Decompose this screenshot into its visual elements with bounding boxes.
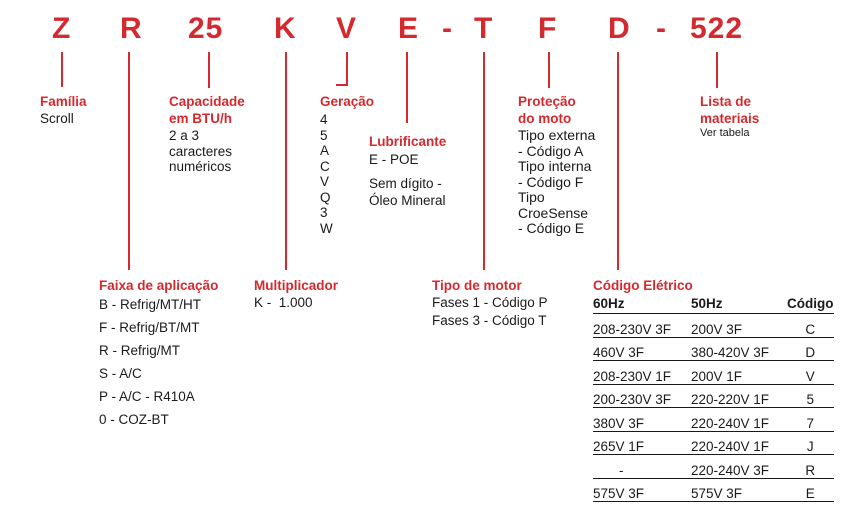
geracao-value: 3	[320, 205, 328, 220]
faixa-item: F - Refrig/BT/MT	[99, 320, 200, 335]
table-row	[593, 384, 834, 408]
geracao-values	[320, 112, 333, 236]
faixa-item: 0 - COZ-BT	[99, 412, 169, 427]
capacidade-title-line2: em BTU/h	[169, 111, 233, 126]
cell-50hz: 220-240V 3F	[689, 455, 787, 479]
materiais-title-line1: Lista de	[700, 94, 752, 109]
cell-codigo: 7	[787, 408, 834, 432]
codigo-eletrico-table	[593, 293, 834, 502]
code-letter-k: K	[274, 12, 297, 45]
lubrificante-title: Lubrificante	[369, 134, 447, 149]
geracao-value: V	[320, 174, 330, 189]
connector-protecao	[548, 52, 550, 88]
cell-codigo: D	[787, 337, 834, 361]
cell-60hz: 200-230V 3F	[593, 384, 689, 408]
connector-materiais	[716, 52, 718, 88]
code-letter-f: F	[538, 12, 558, 45]
protecao-title	[518, 93, 576, 127]
code-dash-1: -	[442, 12, 453, 45]
header-50hz: 50Hz	[689, 293, 787, 314]
protecao-line: Tipo interna	[518, 158, 592, 174]
faixa-item: B - Refrig/MT/HT	[99, 297, 202, 312]
code-materials: 522	[690, 12, 744, 45]
code-letter-r: R	[120, 12, 143, 45]
connector-familia	[61, 52, 63, 87]
cell-50hz: 200V 1F	[689, 361, 787, 385]
cell-60hz: 208-230V 1F	[593, 361, 689, 385]
protecao-list	[518, 128, 595, 237]
connector-geracao-h	[336, 84, 348, 86]
table-row	[593, 478, 834, 502]
tipo-motor-fases-1: Fases 1 - Código P	[432, 295, 548, 310]
faixa-title: Faixa de aplicação	[99, 278, 219, 293]
connector-codigo-eletrico	[617, 52, 619, 270]
geracao-value: 4	[320, 112, 328, 127]
cell-60hz: 575V 3F	[593, 478, 689, 502]
geracao-value: 5	[320, 127, 328, 143]
table-row	[593, 361, 834, 385]
capacidade-desc-line: 2 a 3	[169, 128, 200, 143]
protecao-line: - Código E	[518, 220, 585, 236]
capacidade-desc-line: numéricos	[169, 159, 232, 174]
cell-60hz: 265V 1F	[593, 431, 689, 455]
table-row	[593, 337, 834, 361]
cell-codigo: J	[787, 431, 834, 455]
connector-capacidade	[208, 52, 210, 88]
cell-codigo: E	[787, 478, 834, 502]
geracao-value: A	[320, 143, 330, 158]
connector-lubrificante	[406, 52, 408, 123]
protecao-line: Tipo	[518, 189, 545, 205]
code-letter-d: D	[608, 12, 631, 45]
faixa-item: R - Refrig/MT	[99, 343, 180, 358]
cell-50hz: 220-240V 1F	[689, 431, 787, 455]
familia-title: Família	[40, 94, 87, 109]
connector-multiplicador	[285, 52, 287, 270]
header-60hz: 60Hz	[593, 293, 689, 314]
header-codigo: Código	[787, 293, 834, 314]
table-row	[593, 314, 834, 338]
materiais-note: Ver tabela	[700, 127, 750, 139]
code-letter-t: T	[474, 12, 494, 45]
faixa-list	[99, 293, 201, 431]
code-dash-2: -	[656, 12, 667, 45]
protecao-line: - Código F	[518, 173, 584, 190]
cell-60hz: -	[593, 455, 689, 479]
tipo-motor-fases-3: Fases 3 - Código T	[432, 313, 547, 328]
faixa-item: S - A/C	[99, 366, 142, 381]
table-row	[593, 455, 834, 479]
cell-50hz: 200V 3F	[689, 314, 787, 338]
code-capacity: 25	[188, 12, 224, 45]
cell-50hz: 220-220V 1F	[689, 384, 787, 408]
cell-50hz: 220-240V 1F	[689, 408, 787, 432]
multiplicador-title: Multiplicador	[254, 278, 338, 293]
cell-codigo: V	[787, 361, 834, 385]
cell-50hz: 575V 3F	[689, 478, 787, 502]
familia-value: Scroll	[40, 111, 74, 126]
cell-50hz: 380-420V 3F	[689, 337, 787, 361]
capacidade-desc	[169, 128, 232, 175]
geracao-value: W	[320, 220, 333, 236]
lubrificante-sem-digito: Sem dígito -	[369, 176, 442, 191]
protecao-line: Tipo externa	[518, 127, 596, 143]
geracao-value: Q	[320, 189, 331, 205]
code-letter-v: V	[336, 12, 358, 45]
capacidade-title	[169, 93, 245, 127]
protecao-title-line2: do moto	[518, 111, 572, 126]
code-letter-z: Z	[52, 12, 72, 45]
capacidade-title-line1: Capacidade	[169, 94, 245, 109]
geracao-value: C	[320, 158, 330, 174]
protecao-line: CroeSense	[518, 204, 589, 221]
materiais-title	[700, 93, 759, 127]
table-row	[593, 408, 834, 432]
protecao-title-line1: Proteção	[518, 94, 576, 109]
connector-faixa	[128, 52, 130, 270]
cell-codigo: R	[787, 455, 834, 479]
cell-60hz: 460V 3F	[593, 337, 689, 361]
materiais-title-line2: materiais	[700, 111, 760, 126]
code-letter-e: E	[398, 12, 420, 45]
connector-geracao	[346, 52, 348, 86]
protecao-line: - Código A	[518, 142, 584, 159]
cell-codigo: 5	[787, 384, 834, 408]
table-header-row	[593, 293, 834, 314]
connector-tipo-motor	[483, 52, 485, 270]
cell-60hz: 208-230V 3F	[593, 314, 689, 338]
table-row	[593, 431, 834, 455]
cell-60hz: 380V 3F	[593, 408, 689, 432]
lubrificante-oleo-mineral: Óleo Mineral	[369, 193, 446, 208]
multiplicador-value: K - 1.000	[254, 295, 313, 310]
geracao-title: Geração	[320, 94, 375, 109]
lubrificante-poe: E - POE	[369, 152, 419, 167]
tipo-motor-title: Tipo de motor	[432, 278, 522, 293]
faixa-item: P - A/C - R410A	[99, 389, 195, 404]
codigo-eletrico-title: Código Elétrico	[593, 278, 693, 293]
cell-codigo: C	[787, 314, 834, 338]
capacidade-desc-line: caracteres	[169, 143, 233, 159]
